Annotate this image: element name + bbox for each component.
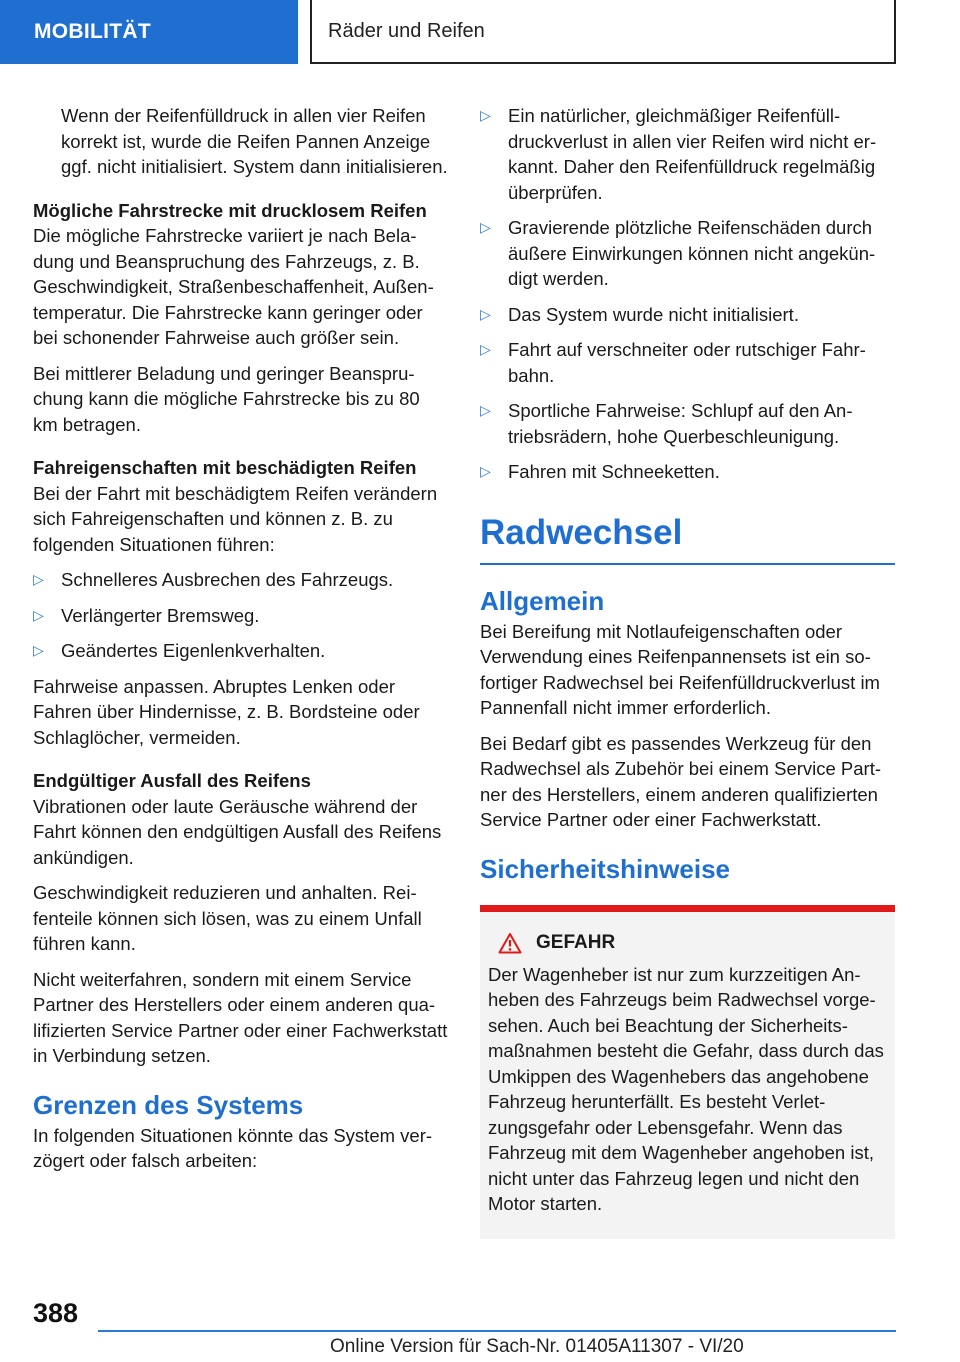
subheading-fahrstrecke: Mögliche Fahrstrecke mit drucklosem Reifen [33, 199, 427, 221]
paragraph: Die mögliche Fahrstrecke variiert je nach Beladung und Beanspruchung des Fahrzeugs, z. B. Geschwindigkeit, Straßenbeschaffenheit, Außentemperatur. Die Fahrstrecke kann geringer oder bei schonender Fahrweise auch größer sein. [33, 225, 434, 348]
paragraph: Geschwindigkeit reduzieren und anhalten. Reifenteile können sich lösen, was zu einem Unfall führen kann. [33, 882, 422, 954]
heading-sicherheitshinweise: Sicherheitshinweise [480, 853, 730, 884]
intro-paragraph: Wenn der Reifenfülldruck in allen vier Reifen korrekt ist, wurde die Reifen Pannen Anzeige ggf. nicht initialisiert. System dann initialisieren. [61, 105, 448, 177]
paragraph: Bei Bereifung mit Notlaufeigenschaften oder Verwendung eines Reifenpannensets ist ein sofortiger Radwechsel bei Reifenfülldruckverlust im Pannenfall nicht immer erforderlich. [480, 620, 880, 718]
triangle-bullet-icon: ▷ [480, 341, 491, 357]
list-item: ▷ Geändertes Eigenlenkverhalten. [33, 638, 448, 664]
paragraph: Bei mittlerer Beladung und geringer Beanspruchung kann die mögliche Fahrstrecke bis zu 80 km betragen. [33, 362, 420, 435]
paragraph: In folgenden Situationen könnte das System verzögert oder falsch arbeiten: [33, 1124, 433, 1171]
triangle-bullet-icon: ▷ [480, 402, 491, 418]
footer-rule [98, 1330, 896, 1332]
triangle-bullet-icon: ▷ [480, 305, 491, 322]
list-item: ▷ Gravierende plötzliche Reifenschäden durch äußere Einwirkungen können nicht angekündigt werden. [480, 215, 895, 292]
paragraph: Fahrweise anpassen. Abruptes Lenken oder Fahren über Hindernisse, z. B. Bordsteine oder Schlaglöcher, vermeiden. [33, 675, 420, 748]
triangle-bullet-icon: ▷ [480, 219, 491, 235]
heading-grenzen: Grenzen des Systems [33, 1089, 304, 1120]
right-column [480, 103, 895, 1239]
list-item: ▷ Verlängerter Bremsweg. [33, 603, 448, 629]
list-item: ▷ Fahrt auf verschneiter oder rutschiger Fahrbahn. [480, 337, 895, 388]
page-number: 388 [33, 1298, 79, 1328]
paragraph: Vibrationen oder laute Geräusche während der Fahrt können den endgültigen Ausfall des Reifens ankündigen. [33, 795, 442, 868]
warning-box [480, 912, 895, 1239]
left-column [33, 103, 448, 1184]
section-tab [0, 0, 298, 64]
list-item: ▷ Sportliche Fahrweise: Schlupf auf den Antriebsrädern, hohe Querbeschleunigung. [480, 398, 895, 449]
list-item: ▷ Ein natürlicher, gleichmäßiger Reifenfülldruckverlust in allen vier Reifen wird nicht erkannt. Daher den Reifenfülldruck regelmäßig überprüfen. [480, 103, 895, 205]
triangle-bullet-icon: ▷ [33, 571, 44, 587]
warning-label: GEFAHR [536, 931, 616, 953]
triangle-bullet-icon: ▷ [480, 107, 491, 123]
warning-bar [480, 905, 895, 912]
chapter-title: Räder und Reifen [328, 19, 485, 42]
list-item: ▷ Schnelleres Ausbrechen des Fahrzeugs. [33, 567, 448, 593]
subheading-ausfall: Endgültiger Ausfall des Reifens [33, 770, 311, 791]
paragraph: Nicht weiterfahren, sondern mit einem Service Partner des Herstellers oder einem anderen qualifizierten Service Partner oder einer Fachwerkstatt in Verbindung setzen. [33, 968, 448, 1066]
warning-text: Der Wagenheber ist nur zum kurzzeitigen Anheben des Fahrzeugs beim Radwechsel vorgesehen. Auch bei Beachtung der Sicherheitsmaßnahmen besteht die Gefahr, dass durch das Umkippen des Wagenhebers das angehobene Fahrzeug herunterfällt. Es besteht Verletzungsgefahr oder Lebensgefahr. Wenn das Fahrzeug mit dem Wagenheber angehoben ist, nicht unter das Fahrzeug legen und nicht den Motor starten. [488, 963, 884, 1214]
list-item: ▷ Das System wurde nicht initialisiert. [480, 302, 895, 328]
chapter-header [310, 0, 896, 64]
warning-header [488, 932, 885, 954]
list-item: ▷ Fahren mit Schneeketten. [480, 459, 895, 485]
warning-triangle-icon [498, 932, 522, 954]
triangle-bullet-icon: ▷ [480, 463, 491, 479]
triangle-bullet-icon: ▷ [33, 606, 44, 623]
paragraph: Bei der Fahrt mit beschädigtem Reifen verändern sich Fahreigenschaften und können z. B. zu folgenden Situationen führen: [33, 482, 438, 555]
footer-text: Online Version für Sach-Nr. 01405A11307 - VI/20 [330, 1336, 744, 1357]
heading-radwechsel: Radwechsel [480, 511, 895, 565]
heading-allgemein: Allgemein [480, 585, 605, 616]
triangle-bullet-icon: ▷ [33, 642, 44, 658]
subheading-fahreigenschaften: Fahreigenschaften mit beschädigten Reifen [33, 457, 417, 478]
paragraph: Bei Bedarf gibt es passendes Werkzeug für den Radwechsel als Zubehör bei einem Service Partner des Herstellers, einem anderen qualifizierten Service Partner oder einer Fachwerkstatt. [480, 732, 882, 830]
section-title: MOBILITÄT [34, 20, 152, 43]
